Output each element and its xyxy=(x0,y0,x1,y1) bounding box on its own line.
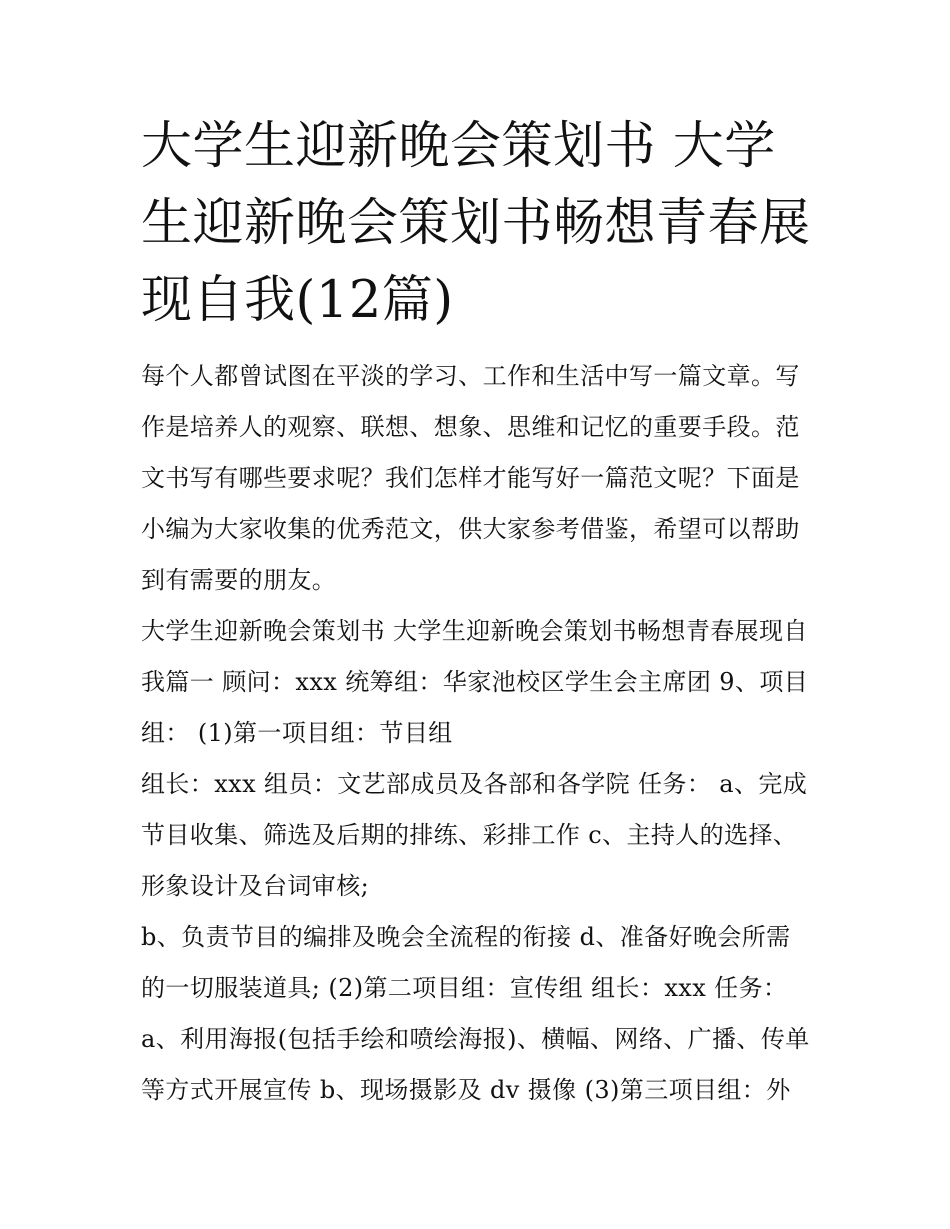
intro-paragraph: 每个人都曾试图在平淡的学习、工作和生活中写一篇文章。写作是培养人的观察、联想、想象、思维和记忆的重要手段。范文书写有哪些要求呢？我们怎样才能写好一篇范文呢？下面是小编为大家收集的优秀范文，供大家参考借鉴，希望可以帮助到有需要的朋友。 xyxy=(141,362,800,594)
body-paragraph-4: a、利用海报(包括手绘和喷绘海报)、横幅、网络、广播、传单等方式开展宣传 b、现场摄影及 dv 摄像 (3)第三项目组：外 xyxy=(141,1025,810,1104)
document-page xyxy=(141,108,813,1116)
body-paragraph-2: 组长：xxx 组员：文艺部成员及各部和各学院 任务： a、完成节目收集、筛选及后期的排练、彩排工作 c、主持人的选择、形象设计及台词审核; xyxy=(141,770,808,900)
body-paragraph-3: b、负责节目的编排及晚会全流程的衔接 d、准备好晚会所需的一切服装道具; (2)第二项目组：宣传组 组长：xxx 任务： xyxy=(141,923,791,1002)
document-title: 大学生迎新晚会策划书 大学生迎新晚会策划书畅想青春展现自我(12篇) xyxy=(141,117,811,330)
body-paragraph-1: 大学生迎新晚会策划书 大学生迎新晚会策划书畅想青春展现自我篇一 顾问：xxx 统筹组：华家池校区学生会主席团 9、项目组： (1)第一项目组：节目组 xyxy=(141,617,809,747)
